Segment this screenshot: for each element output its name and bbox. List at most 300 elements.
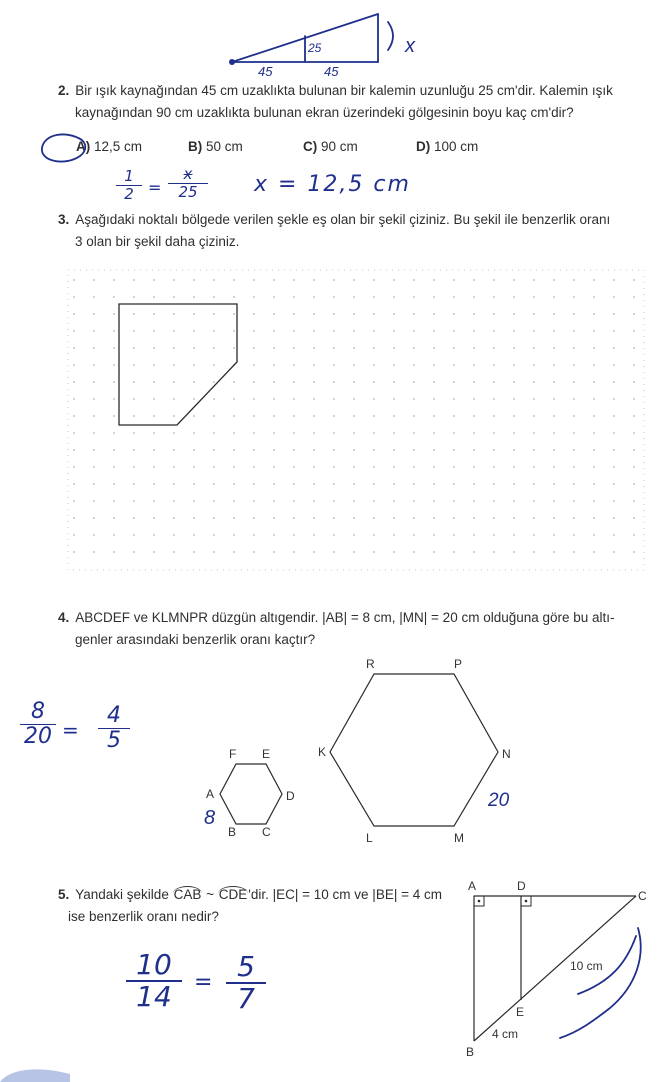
grid-dot xyxy=(133,415,135,417)
grid-dot xyxy=(373,330,375,332)
grid-dot xyxy=(513,432,515,434)
q4-hand-mn: 20 xyxy=(488,790,510,811)
grid-dot xyxy=(193,449,195,451)
grid-dot xyxy=(233,415,235,417)
q5-line2: ise benzerlik oranı nedir? xyxy=(68,909,219,924)
grid-dot xyxy=(613,313,615,315)
grid-dot xyxy=(333,296,335,298)
grid-dot xyxy=(293,415,295,417)
grid-dot xyxy=(373,432,375,434)
grid-dot xyxy=(113,432,115,434)
grid-dot xyxy=(633,347,635,349)
grid-dot xyxy=(393,415,395,417)
grid-dot xyxy=(593,466,595,468)
grid-dot xyxy=(513,364,515,366)
grid-dot xyxy=(313,466,315,468)
grid-dot xyxy=(93,279,95,281)
grid-dot xyxy=(393,296,395,298)
grid-dot xyxy=(593,381,595,383)
grid-dot xyxy=(93,347,95,349)
grid-dot xyxy=(173,415,175,417)
q3-dotted-area[interactable] xyxy=(60,262,652,580)
grid-dot xyxy=(333,551,335,553)
grid-dot xyxy=(453,483,455,485)
grid-dot xyxy=(493,330,495,332)
grid-dot xyxy=(313,313,315,315)
q2-number: 2. xyxy=(58,83,70,98)
grid-dot xyxy=(353,347,355,349)
grid-dot xyxy=(253,364,255,366)
grid-dot xyxy=(633,330,635,332)
grid-dot xyxy=(613,534,615,536)
grid-dot xyxy=(613,330,615,332)
grid-dot xyxy=(473,534,475,536)
grid-dot xyxy=(353,551,355,553)
grid-dot xyxy=(553,432,555,434)
grid-dot xyxy=(353,381,355,383)
grid-dot xyxy=(173,534,175,536)
grid-dot xyxy=(133,534,135,536)
q4-number: 4. xyxy=(58,610,70,625)
grid-dot xyxy=(413,415,415,417)
grid-dot xyxy=(233,432,235,434)
grid-dot xyxy=(293,347,295,349)
grid-dot xyxy=(393,483,395,485)
grid-dot xyxy=(413,398,415,400)
grid-dot xyxy=(133,313,135,315)
grid-dot xyxy=(593,483,595,485)
grid-dot xyxy=(473,381,475,383)
top-sketch xyxy=(220,8,440,80)
grid-dot xyxy=(313,415,315,417)
grid-dot xyxy=(533,347,535,349)
grid-dot xyxy=(533,449,535,451)
grid-dot xyxy=(293,279,295,281)
grid-dot xyxy=(473,466,475,468)
grid-dot xyxy=(553,534,555,536)
q5-work-equals: = xyxy=(194,970,213,995)
grid-dot xyxy=(433,466,435,468)
grid-dot xyxy=(433,330,435,332)
grid-dot xyxy=(413,364,415,366)
grid-dot xyxy=(253,432,255,434)
grid-dot xyxy=(93,466,95,468)
grid-dot xyxy=(433,381,435,383)
page-corner-tab xyxy=(0,1062,80,1082)
q2-choice-b[interactable]: B) 50 cm xyxy=(188,139,243,154)
grid-dot xyxy=(493,432,495,434)
grid-dot xyxy=(93,483,95,485)
grid-dot xyxy=(353,432,355,434)
grid-dot xyxy=(513,279,515,281)
grid-dot xyxy=(113,364,115,366)
grid-dot xyxy=(273,432,275,434)
grid-dot xyxy=(253,534,255,536)
grid-dot xyxy=(573,483,575,485)
grid-dot xyxy=(313,534,315,536)
grid-dot xyxy=(373,381,375,383)
grid-dot xyxy=(253,449,255,451)
grid-dot xyxy=(533,279,535,281)
grid-dot xyxy=(113,313,115,315)
grid-dot xyxy=(133,279,135,281)
grid-dot xyxy=(353,330,355,332)
grid-dot xyxy=(593,500,595,502)
grid-dot xyxy=(373,466,375,468)
grid-dot xyxy=(553,551,555,553)
grid-dot xyxy=(73,398,75,400)
grid-dot xyxy=(153,398,155,400)
grid-dot xyxy=(633,432,635,434)
grid-dot xyxy=(213,432,215,434)
grid-dot xyxy=(213,381,215,383)
grid-dot xyxy=(153,415,155,417)
grid-dot xyxy=(113,296,115,298)
grid-dot xyxy=(633,551,635,553)
q5-label-be: 4 cm xyxy=(492,1027,519,1041)
grid-dot xyxy=(173,279,175,281)
grid-dot xyxy=(413,449,415,451)
grid-dot xyxy=(233,517,235,519)
grid-dot xyxy=(613,279,615,281)
grid-dot xyxy=(293,466,295,468)
grid-dot xyxy=(333,415,335,417)
grid-dot xyxy=(73,466,75,468)
grid-dot xyxy=(73,296,75,298)
grid-dot xyxy=(273,398,275,400)
grid-dot xyxy=(113,500,115,502)
grid-dot xyxy=(553,415,555,417)
grid-dot xyxy=(313,279,315,281)
grid-dot xyxy=(313,330,315,332)
grid-dot xyxy=(613,449,615,451)
grid-dot xyxy=(193,432,195,434)
grid-dot xyxy=(113,279,115,281)
grid-dot xyxy=(153,279,155,281)
grid-dot xyxy=(193,381,195,383)
grid-dot xyxy=(433,500,435,502)
grid-dot xyxy=(153,381,155,383)
grid-dot xyxy=(493,534,495,536)
grid-dot xyxy=(593,449,595,451)
grid-dot xyxy=(273,330,275,332)
grid-dot xyxy=(113,466,115,468)
grid-dot xyxy=(153,364,155,366)
grid-dot xyxy=(353,534,355,536)
grid-dot xyxy=(173,398,175,400)
grid-dot xyxy=(553,466,555,468)
grid-dot xyxy=(593,347,595,349)
grid-dot xyxy=(353,279,355,281)
grid-dot xyxy=(233,347,235,349)
grid-dot xyxy=(273,364,275,366)
grid-dot xyxy=(213,534,215,536)
grid-dot xyxy=(193,398,195,400)
grid-dot xyxy=(553,381,555,383)
grid-dot xyxy=(293,534,295,536)
grid-dot xyxy=(493,483,495,485)
grid-dot xyxy=(573,432,575,434)
grid-dot xyxy=(573,500,575,502)
grid-dot xyxy=(533,296,535,298)
q4-label-f: F xyxy=(229,747,237,761)
grid-dot xyxy=(333,500,335,502)
grid-dot xyxy=(373,296,375,298)
q2-answer-circle xyxy=(36,130,96,168)
grid-dot xyxy=(373,398,375,400)
grid-dot xyxy=(493,364,495,366)
grid-dot xyxy=(333,381,335,383)
grid-dot xyxy=(413,296,415,298)
grid-dot xyxy=(613,398,615,400)
grid-dot xyxy=(433,551,435,553)
grid-dot xyxy=(473,279,475,281)
grid-dot xyxy=(513,517,515,519)
grid-dot xyxy=(173,347,175,349)
q5-label-ec: 10 cm xyxy=(570,959,603,973)
grid-dot xyxy=(433,449,435,451)
grid-dot xyxy=(153,432,155,434)
grid-dot xyxy=(413,483,415,485)
grid-dot xyxy=(453,398,455,400)
q2-choice-a[interactable]: A) 12,5 cm xyxy=(76,139,143,154)
grid-dot xyxy=(353,449,355,451)
grid-dot xyxy=(413,347,415,349)
grid-dot xyxy=(453,364,455,366)
sketch-label-x: x xyxy=(405,35,415,57)
q5-similar-sign: ~ xyxy=(206,887,215,902)
grid-dot xyxy=(93,313,95,315)
grid-dot xyxy=(173,466,175,468)
grid-dot xyxy=(453,347,455,349)
grid-dot xyxy=(173,296,175,298)
q4-label-p: P xyxy=(454,657,463,671)
grid-dot xyxy=(633,364,635,366)
grid-dot xyxy=(113,551,115,553)
grid-dot xyxy=(313,398,315,400)
q3-dotted-border xyxy=(68,270,644,570)
grid-dot xyxy=(93,500,95,502)
grid-dot xyxy=(73,279,75,281)
q5-label-b: B xyxy=(466,1045,475,1059)
q3-line1: Aşağıdaki noktalı bölgede verilen şekle eş olan bir şekil çiziniz. Bu şekil ile benzerlik oranı xyxy=(75,212,611,227)
grid-dot xyxy=(533,500,535,502)
grid-dot xyxy=(553,330,555,332)
grid-dot xyxy=(193,483,195,485)
grid-dot xyxy=(453,313,455,315)
grid-dot xyxy=(153,330,155,332)
q5-right-angle-d-dot xyxy=(525,900,528,903)
grid-dot xyxy=(393,449,395,451)
q2-choice-c[interactable]: C) 90 cm xyxy=(303,139,358,154)
grid-dot xyxy=(233,551,235,553)
grid-dot xyxy=(493,551,495,553)
grid-dot xyxy=(473,449,475,451)
grid-dot xyxy=(473,483,475,485)
grid-dot xyxy=(333,432,335,434)
q3-number: 3. xyxy=(58,212,70,227)
grid-dot xyxy=(293,551,295,553)
grid-dot xyxy=(113,330,115,332)
grid-dot xyxy=(313,483,315,485)
grid-dot xyxy=(293,449,295,451)
grid-dot xyxy=(233,500,235,502)
grid-dot xyxy=(493,517,495,519)
grid-dot xyxy=(533,534,535,536)
grid-dot xyxy=(613,415,615,417)
grid-dot xyxy=(93,449,95,451)
grid-dot xyxy=(433,279,435,281)
grid-dot xyxy=(293,330,295,332)
grid-dot xyxy=(373,517,375,519)
grid-dot xyxy=(433,398,435,400)
grid-dot xyxy=(233,296,235,298)
grid-dot xyxy=(213,483,215,485)
grid-dot xyxy=(413,534,415,536)
grid-dot xyxy=(153,534,155,536)
grid-dot xyxy=(433,415,435,417)
grid-dot xyxy=(393,381,395,383)
grid-dot xyxy=(513,551,515,553)
grid-dot xyxy=(213,517,215,519)
grid-dot xyxy=(553,398,555,400)
grid-dot xyxy=(333,398,335,400)
grid-dot xyxy=(233,313,235,315)
grid-dot xyxy=(393,330,395,332)
q4-label-l: L xyxy=(366,831,373,845)
q5-work-left-fraction: 10 14 xyxy=(126,950,182,1012)
grid-dot xyxy=(513,500,515,502)
grid-dot xyxy=(213,347,215,349)
grid-dot xyxy=(133,517,135,519)
grid-dot xyxy=(393,398,395,400)
grid-dot xyxy=(233,330,235,332)
grid-dot xyxy=(333,517,335,519)
q5-number: 5. xyxy=(58,887,70,902)
grid-dot xyxy=(133,398,135,400)
grid-dot xyxy=(513,466,515,468)
grid-dot xyxy=(213,466,215,468)
grid-dot xyxy=(493,347,495,349)
grid-dot xyxy=(173,517,175,519)
grid-dot xyxy=(473,347,475,349)
grid-dot xyxy=(533,381,535,383)
grid-dot xyxy=(173,330,175,332)
grid-dot xyxy=(393,466,395,468)
grid-dot xyxy=(133,500,135,502)
q4-line2: genler arasındaki benzerlik oranı kaçtır? xyxy=(75,632,316,647)
grid-dot xyxy=(213,551,215,553)
q2-work-right-fraction: x 25 xyxy=(168,166,208,201)
grid-dot xyxy=(93,296,95,298)
grid-dot xyxy=(413,330,415,332)
grid-dot xyxy=(473,313,475,315)
grid-dot xyxy=(233,534,235,536)
grid-dot xyxy=(473,364,475,366)
grid-dot xyxy=(613,466,615,468)
grid-dot xyxy=(453,415,455,417)
grid-dot xyxy=(333,313,335,315)
grid-dot xyxy=(553,500,555,502)
grid-dot xyxy=(613,483,615,485)
grid-dot xyxy=(453,432,455,434)
grid-dot xyxy=(453,381,455,383)
grid-dot xyxy=(373,449,375,451)
grid-dot xyxy=(353,415,355,417)
grid-dot xyxy=(253,279,255,281)
grid-dot xyxy=(233,279,235,281)
grid-dot xyxy=(253,347,255,349)
grid-dot xyxy=(513,347,515,349)
grid-dot xyxy=(613,364,615,366)
grid-dot xyxy=(453,517,455,519)
grid-dot xyxy=(253,398,255,400)
grid-dot xyxy=(133,347,135,349)
grid-dot xyxy=(613,551,615,553)
grid-dot xyxy=(93,381,95,383)
grid-dot xyxy=(113,483,115,485)
grid-dot xyxy=(73,551,75,553)
q4-label-c: C xyxy=(262,825,271,839)
grid-dot xyxy=(93,517,95,519)
grid-dot xyxy=(293,296,295,298)
grid-dot xyxy=(473,415,475,417)
grid-dot xyxy=(513,534,515,536)
grid-dot xyxy=(533,551,535,553)
grid-dot xyxy=(273,517,275,519)
grid-dot xyxy=(233,449,235,451)
grid-dot xyxy=(413,381,415,383)
grid-dot xyxy=(253,517,255,519)
grid-dot xyxy=(273,483,275,485)
grid-dot xyxy=(553,449,555,451)
grid-dot xyxy=(493,279,495,281)
grid-dot xyxy=(293,483,295,485)
grid-dot xyxy=(273,313,275,315)
grid-dot xyxy=(333,330,335,332)
grid-dot xyxy=(533,517,535,519)
grid-dot xyxy=(573,381,575,383)
grid-dot xyxy=(133,449,135,451)
grid-dot xyxy=(353,313,355,315)
grid-dot xyxy=(393,517,395,519)
grid-dot xyxy=(333,347,335,349)
grid-dot xyxy=(273,296,275,298)
grid-dot xyxy=(633,500,635,502)
grid-dot xyxy=(73,500,75,502)
grid-dot xyxy=(313,381,315,383)
grid-dot xyxy=(533,330,535,332)
grid-dot xyxy=(433,517,435,519)
q2-choice-d[interactable]: D) 100 cm xyxy=(416,139,479,154)
grid-dot xyxy=(253,313,255,315)
grid-dot xyxy=(393,279,395,281)
grid-dot xyxy=(213,330,215,332)
grid-dot xyxy=(93,432,95,434)
grid-dot xyxy=(593,330,595,332)
grid-dot xyxy=(553,483,555,485)
grid-dot xyxy=(193,296,195,298)
grid-dot xyxy=(513,296,515,298)
grid-dot xyxy=(333,483,335,485)
grid-dot xyxy=(153,296,155,298)
grid-dot xyxy=(273,534,275,536)
grid-dot xyxy=(253,330,255,332)
grid-dot xyxy=(193,330,195,332)
grid-dot xyxy=(633,534,635,536)
grid-dot xyxy=(253,551,255,553)
grid-dot xyxy=(273,500,275,502)
